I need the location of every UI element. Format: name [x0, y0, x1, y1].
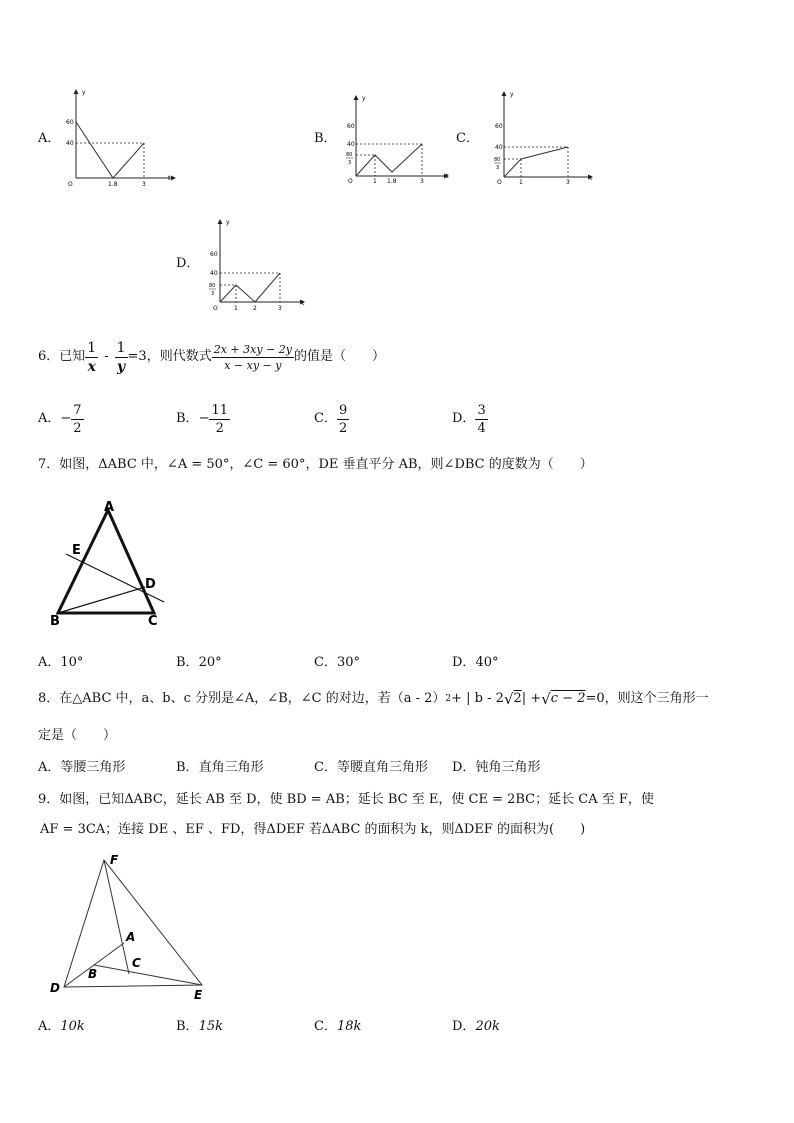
q8-sqrt-2: √ 2 [503, 690, 522, 708]
q8-option-b[interactable]: B．直角三角形 [176, 760, 264, 775]
graph-line [220, 273, 280, 302]
tick-60: 60 [66, 119, 74, 126]
tick-1: 1 [373, 178, 377, 184]
tick-80-num: 80 [494, 157, 501, 163]
label-a: A [126, 930, 136, 944]
tick-2: 2 [253, 305, 257, 312]
line-be [94, 965, 202, 985]
q6-prefix: 6．已知 [38, 349, 86, 364]
q9-stem-line-2: AF = 3CA；连接 DE 、EF 、FD，得ΔDEF 若ΔABC 的面积为 k，则ΔDEF 的面积为( ) [40, 822, 586, 837]
q9-option-a[interactable]: A．10k [38, 1019, 85, 1034]
q5-option-c-graph [488, 88, 600, 184]
origin-label: O [497, 179, 502, 184]
q5-option-b-graph [338, 92, 456, 184]
tick-1.8: 1.8 [108, 181, 118, 188]
q7-option-c[interactable]: C．30° [314, 655, 360, 670]
label-b: B [50, 614, 60, 629]
tick-3: 3 [278, 305, 282, 312]
y-axis-arrow [218, 219, 223, 224]
q8-stem-line-1: 8．在△ABC 中，a、b、c 分别是∠A，∠B，∠C 的对边，若（a - 2） 2 + | b - 2 √ 2 | + √ c − 2 =0，则这个三角形一 [38, 690, 709, 708]
q8-stem-line-2: 定是（ ） [38, 728, 117, 743]
q7-option-a[interactable]: A．10° [38, 655, 84, 670]
q7-option-d[interactable]: D．40° [452, 655, 499, 670]
tick-40: 40 [66, 140, 74, 147]
origin-label: O [68, 181, 73, 188]
q9-option-b[interactable]: B．15k [176, 1019, 223, 1034]
label-c: C [132, 956, 141, 970]
q7-triangle-figure [44, 496, 174, 630]
y-axis-label: y [82, 89, 86, 96]
tick-80-den: 3 [348, 160, 352, 166]
x-axis-label: t [446, 173, 449, 180]
tick-1: 1 [234, 305, 238, 312]
tick-60: 60 [347, 123, 355, 130]
q6-option-d[interactable]: D． $\frac{3}{4}$ [452, 402, 486, 436]
origin-label: O [348, 178, 353, 184]
y-axis-arrow [74, 89, 79, 94]
tick-40: 40 [210, 270, 218, 277]
q7-option-b[interactable]: B．20° [176, 655, 222, 670]
tick-80-den: 3 [211, 291, 215, 297]
x-axis-arrow [171, 176, 176, 181]
q5-option-b-label[interactable]: B． [314, 131, 337, 146]
q5-option-a-label[interactable]: A． [38, 131, 61, 146]
tick-40: 40 [495, 144, 503, 151]
label-e: E [72, 543, 81, 558]
y-axis-arrow [354, 95, 359, 100]
q9-triangle-figure [44, 850, 218, 1006]
q5-option-a-graph [58, 86, 183, 190]
x-axis-label: t [168, 175, 171, 182]
line-fc [104, 860, 129, 974]
tick-3: 3 [420, 178, 424, 184]
q7-stem: 7．如图，ΔABC 中，∠A = 50°，∠C = 60°，DE 垂直平分 AB，则∠DBC 的度数为（ ） [38, 457, 593, 472]
q8-sqrt-c-minus-2: √ c − 2 [541, 690, 586, 708]
q8-option-d[interactable]: D．钝角三角形 [452, 760, 541, 775]
label-e: E [194, 988, 203, 1002]
q9-option-c[interactable]: C．18k [314, 1019, 362, 1034]
tick-60: 60 [495, 123, 503, 130]
tick-60: 60 [210, 251, 218, 258]
tick-1.8: 1.8 [387, 178, 397, 184]
graph-line [76, 122, 144, 178]
x-axis-label: t [590, 175, 593, 182]
y-axis-label: y [362, 95, 366, 102]
x-axis-label: t [302, 300, 305, 307]
tick-1: 1 [519, 179, 523, 184]
q9-option-d[interactable]: D．20k [452, 1019, 500, 1034]
q5-option-d-label[interactable]: D． [176, 256, 200, 271]
label-d: D [50, 981, 60, 995]
q6-option-a[interactable]: A． − $\frac{7}{2}$ [38, 402, 82, 436]
tick-3: 3 [566, 179, 570, 184]
q6-minus: - [104, 349, 109, 364]
q6-fraction-1-over-x: $\frac{1}{x}$ [87, 339, 97, 375]
q6-suffix: 的值是（ ） [293, 349, 385, 364]
q6-stem [38, 337, 385, 377]
label-d: D [145, 577, 156, 592]
tick-3: 3 [142, 181, 146, 188]
q8-option-c[interactable]: C．等腰直角三角形 [314, 760, 428, 775]
tick-40: 40 [347, 141, 355, 148]
tick-80-num: 80 [209, 283, 216, 289]
q6-option-b[interactable]: B． − $\frac{11}{2}$ [176, 402, 229, 436]
q6-fraction-1-over-y: $\frac{1}{y}$ [116, 339, 126, 375]
q8-option-a[interactable]: A．等腰三角形 [38, 760, 126, 775]
label-a: A [104, 500, 115, 515]
origin-label: O [213, 305, 218, 312]
q6-option-c[interactable]: C． $\frac{9}{2}$ [314, 402, 348, 436]
label-f: F [110, 853, 119, 867]
line-bd [58, 587, 145, 613]
q5-option-d-graph [198, 214, 314, 314]
label-c: C [148, 614, 158, 629]
y-axis-label: y [510, 91, 514, 98]
label-b: B [88, 967, 98, 981]
q6-expression-fraction: $\frac{2x + 3xy - 2y}{x - xy - y}$ [213, 342, 292, 372]
q5-option-c-label[interactable]: C． [456, 131, 479, 146]
tick-80-num: 80 [346, 152, 353, 158]
y-axis-label: y [226, 219, 230, 226]
y-axis-arrow [502, 91, 507, 96]
q9-stem-line-1: 9．如图，已知ΔABC，延长 AB 至 D，使 BD = AB；延长 BC 至 E，使 CE = 2BC；延长 CA 至 F，使 [38, 792, 654, 807]
triangle-abc [58, 510, 154, 613]
tick-80-den: 3 [496, 165, 500, 171]
graph-line [356, 144, 422, 176]
q6-mid: =3，则代数式 [127, 349, 212, 364]
graph-line [504, 147, 568, 177]
